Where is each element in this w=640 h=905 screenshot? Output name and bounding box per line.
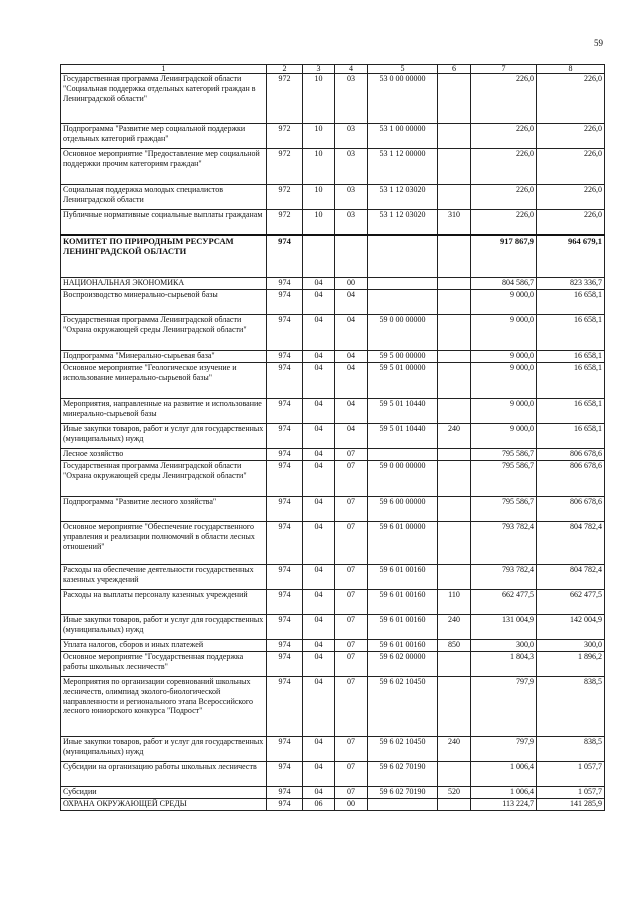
row-section: 04 <box>303 652 335 677</box>
row-name: Уплата налогов, сборов и иных платежей <box>61 640 267 652</box>
row-name: ОХРАНА ОКРУЖАЮЩЕЙ СРЕДЫ <box>61 799 267 811</box>
row-section: 10 <box>303 124 335 149</box>
row-target-article: 59 0 00 00000 <box>368 461 438 497</box>
row-target-article: 53 0 00 00000 <box>368 74 438 124</box>
table-row <box>61 290 605 315</box>
row-amount-year2: 806 678,6 <box>537 461 605 497</box>
row-amount-year2: 300,0 <box>537 640 605 652</box>
header-col-2: 2 <box>267 65 303 74</box>
table-row <box>61 799 605 811</box>
table-row <box>61 652 605 677</box>
row-expense-type: 240 <box>438 424 471 449</box>
table-row <box>61 590 605 615</box>
row-amount-year1: 226,0 <box>471 210 537 235</box>
row-section: 04 <box>303 737 335 762</box>
table-row <box>61 522 605 565</box>
row-section: 04 <box>303 497 335 522</box>
row-amount-year2: 964 679,1 <box>537 235 605 278</box>
row-amount-year1: 9 000,0 <box>471 315 537 351</box>
budget-table <box>60 64 605 811</box>
row-amount-year2: 16 658,1 <box>537 399 605 424</box>
row-amount-year2: 806 678,6 <box>537 449 605 461</box>
row-amount-year1: 9 000,0 <box>471 399 537 424</box>
row-amount-year1: 113 224,7 <box>471 799 537 811</box>
row-expense-type <box>438 315 471 351</box>
row-subsection: 07 <box>335 652 368 677</box>
table-row <box>61 424 605 449</box>
row-name: НАЦИОНАЛЬНАЯ ЭКОНОМИКА <box>61 278 267 290</box>
row-name: Основное мероприятие "Геологическое изучение и использование минерально-сырьевой базы" <box>61 363 267 399</box>
row-name: Иные закупки товаров, работ и услуг для государственных (муниципальных) нужд <box>61 424 267 449</box>
header-col-6: 6 <box>438 65 471 74</box>
row-amount-year1: 226,0 <box>471 149 537 185</box>
row-target-article: 53 1 00 00000 <box>368 124 438 149</box>
table-row <box>61 74 605 124</box>
row-subsection: 03 <box>335 210 368 235</box>
row-section: 04 <box>303 565 335 590</box>
row-name: Основное мероприятие "Государственная поддержка работы школьных лесничеств" <box>61 652 267 677</box>
row-subsection: 07 <box>335 677 368 737</box>
row-target-article: 59 5 01 00000 <box>368 363 438 399</box>
row-target-article: 53 1 12 03020 <box>368 210 438 235</box>
row-ved-code: 974 <box>267 315 303 351</box>
row-amount-year2: 16 658,1 <box>537 424 605 449</box>
row-amount-year2: 1 057,7 <box>537 762 605 787</box>
row-ved-code: 974 <box>267 399 303 424</box>
row-target-article: 59 6 02 10450 <box>368 677 438 737</box>
row-ved-code: 974 <box>267 351 303 363</box>
row-subsection: 07 <box>335 461 368 497</box>
table-row <box>61 399 605 424</box>
row-amount-year2: 226,0 <box>537 149 605 185</box>
row-amount-year1: 797,9 <box>471 677 537 737</box>
row-subsection: 04 <box>335 399 368 424</box>
row-amount-year2: 823 336,7 <box>537 278 605 290</box>
row-subsection: 04 <box>335 315 368 351</box>
row-subsection: 07 <box>335 449 368 461</box>
row-section: 04 <box>303 762 335 787</box>
row-amount-year2: 226,0 <box>537 210 605 235</box>
row-name: Государственная программа Ленинградской области "Охрана окружающей среды Ленинградской области" <box>61 461 267 497</box>
row-section: 04 <box>303 677 335 737</box>
row-name: Мероприятия по организации соревнований школьных лесничеств, олимпиад эколого-биологической направленности и регионального этапа Всероссийского лесного юниорского конкурса "Подрост" <box>61 677 267 737</box>
row-ved-code: 974 <box>267 449 303 461</box>
row-amount-year1: 793 782,4 <box>471 522 537 565</box>
row-subsection: 04 <box>335 351 368 363</box>
row-section: 04 <box>303 449 335 461</box>
row-expense-type <box>438 290 471 315</box>
row-name: Расходы на выплаты персоналу казенных учреждений <box>61 590 267 615</box>
row-section: 04 <box>303 290 335 315</box>
row-subsection: 07 <box>335 787 368 799</box>
row-subsection: 03 <box>335 74 368 124</box>
row-subsection: 00 <box>335 278 368 290</box>
row-amount-year1: 795 586,7 <box>471 497 537 522</box>
table-row <box>61 351 605 363</box>
row-ved-code: 974 <box>267 235 303 278</box>
table-row <box>61 787 605 799</box>
row-expense-type <box>438 149 471 185</box>
row-target-article: 59 5 00 00000 <box>368 351 438 363</box>
row-amount-year2: 838,5 <box>537 737 605 762</box>
table-row <box>61 315 605 351</box>
header-col-1: 1 <box>61 65 267 74</box>
row-ved-code: 974 <box>267 290 303 315</box>
row-target-article <box>368 449 438 461</box>
row-section: 04 <box>303 461 335 497</box>
row-amount-year2: 16 658,1 <box>537 315 605 351</box>
row-target-article <box>368 278 438 290</box>
row-expense-type <box>438 677 471 737</box>
row-expense-type <box>438 235 471 278</box>
row-subsection: 07 <box>335 762 368 787</box>
row-amount-year2: 16 658,1 <box>537 351 605 363</box>
row-amount-year2: 662 477,5 <box>537 590 605 615</box>
row-ved-code: 974 <box>267 799 303 811</box>
row-name: Иные закупки товаров, работ и услуг для государственных (муниципальных) нужд <box>61 615 267 640</box>
table-body <box>61 74 605 811</box>
table-row <box>61 185 605 210</box>
row-amount-year1: 9 000,0 <box>471 351 537 363</box>
row-name: Субсидии <box>61 787 267 799</box>
row-expense-type <box>438 399 471 424</box>
row-target-article <box>368 235 438 278</box>
header-col-8: 8 <box>537 65 605 74</box>
row-ved-code: 974 <box>267 677 303 737</box>
row-amount-year2: 804 782,4 <box>537 565 605 590</box>
row-ved-code: 974 <box>267 787 303 799</box>
row-name: Иные закупки товаров, работ и услуг для государственных (муниципальных) нужд <box>61 737 267 762</box>
row-amount-year1: 9 000,0 <box>471 424 537 449</box>
row-amount-year2: 226,0 <box>537 185 605 210</box>
row-target-article: 53 1 12 03020 <box>368 185 438 210</box>
row-expense-type <box>438 799 471 811</box>
row-amount-year1: 1 804,3 <box>471 652 537 677</box>
row-expense-type <box>438 74 471 124</box>
row-ved-code: 972 <box>267 149 303 185</box>
row-section: 04 <box>303 399 335 424</box>
row-expense-type <box>438 185 471 210</box>
row-amount-year1: 804 586,7 <box>471 278 537 290</box>
row-name: Расходы на обеспечение деятельности государственных казенных учреждений <box>61 565 267 590</box>
row-amount-year1: 300,0 <box>471 640 537 652</box>
row-ved-code: 974 <box>267 522 303 565</box>
row-amount-year2: 1 057,7 <box>537 787 605 799</box>
row-amount-year1: 662 477,5 <box>471 590 537 615</box>
page-number: 59 <box>594 38 603 48</box>
row-name: Публичные нормативные социальные выплаты гражданам <box>61 210 267 235</box>
row-target-article <box>368 290 438 315</box>
row-expense-type <box>438 124 471 149</box>
table-row <box>61 762 605 787</box>
row-amount-year1: 226,0 <box>471 74 537 124</box>
row-section: 04 <box>303 787 335 799</box>
table-row <box>61 278 605 290</box>
row-expense-type: 520 <box>438 787 471 799</box>
row-subsection: 03 <box>335 124 368 149</box>
row-subsection <box>335 235 368 278</box>
row-expense-type <box>438 497 471 522</box>
header-col-5: 5 <box>368 65 438 74</box>
row-section: 04 <box>303 522 335 565</box>
table-row <box>61 615 605 640</box>
table-row <box>61 497 605 522</box>
row-expense-type <box>438 351 471 363</box>
row-section: 04 <box>303 363 335 399</box>
row-subsection: 03 <box>335 185 368 210</box>
row-section: 10 <box>303 185 335 210</box>
row-section: 04 <box>303 615 335 640</box>
table-row <box>61 461 605 497</box>
row-subsection: 07 <box>335 640 368 652</box>
row-ved-code: 974 <box>267 762 303 787</box>
row-name: Подпрограмма "Минерально-сырьевая база" <box>61 351 267 363</box>
row-name: Воспроизводство минерально-сырьевой базы <box>61 290 267 315</box>
row-subsection: 03 <box>335 149 368 185</box>
row-amount-year1: 9 000,0 <box>471 290 537 315</box>
row-subsection: 07 <box>335 497 368 522</box>
row-target-article: 59 6 02 00000 <box>368 652 438 677</box>
row-amount-year1: 793 782,4 <box>471 565 537 590</box>
row-amount-year1: 131 004,9 <box>471 615 537 640</box>
row-target-article: 53 1 12 00000 <box>368 149 438 185</box>
row-expense-type <box>438 565 471 590</box>
row-section: 10 <box>303 74 335 124</box>
table-row <box>61 565 605 590</box>
row-expense-type <box>438 278 471 290</box>
table-row <box>61 677 605 737</box>
row-expense-type <box>438 461 471 497</box>
row-subsection: 07 <box>335 737 368 762</box>
row-subsection: 07 <box>335 565 368 590</box>
row-target-article: 59 5 01 10440 <box>368 399 438 424</box>
row-name: Государственная программа Ленинградской области "Охрана окружающей среды Ленинградской области" <box>61 315 267 351</box>
row-ved-code: 974 <box>267 565 303 590</box>
table-row <box>61 640 605 652</box>
table-header-row <box>61 65 605 74</box>
row-amount-year1: 797,9 <box>471 737 537 762</box>
row-expense-type: 110 <box>438 590 471 615</box>
row-ved-code: 974 <box>267 461 303 497</box>
row-expense-type <box>438 363 471 399</box>
row-ved-code: 974 <box>267 652 303 677</box>
row-ved-code: 974 <box>267 278 303 290</box>
row-name: Мероприятия, направленные на развитие и использование минерально-сырьевой базы <box>61 399 267 424</box>
row-name: Государственная программа Ленинградской области "Социальная поддержка отдельных категорий граждан в Ленинградской области" <box>61 74 267 124</box>
row-section <box>303 235 335 278</box>
row-subsection: 07 <box>335 590 368 615</box>
row-amount-year1: 226,0 <box>471 124 537 149</box>
row-subsection: 00 <box>335 799 368 811</box>
row-target-article: 59 0 00 00000 <box>368 315 438 351</box>
row-target-article: 59 6 01 00160 <box>368 640 438 652</box>
row-amount-year2: 16 658,1 <box>537 363 605 399</box>
row-ved-code: 974 <box>267 590 303 615</box>
row-ved-code: 972 <box>267 74 303 124</box>
row-target-article: 59 6 01 00160 <box>368 590 438 615</box>
row-section: 04 <box>303 590 335 615</box>
row-subsection: 04 <box>335 363 368 399</box>
row-amount-year2: 838,5 <box>537 677 605 737</box>
row-subsection: 07 <box>335 522 368 565</box>
header-col-7: 7 <box>471 65 537 74</box>
row-amount-year1: 226,0 <box>471 185 537 210</box>
row-amount-year2: 141 285,9 <box>537 799 605 811</box>
table-row <box>61 149 605 185</box>
row-amount-year1: 1 006,4 <box>471 787 537 799</box>
row-name: Лесное хозяйство <box>61 449 267 461</box>
row-ved-code: 972 <box>267 124 303 149</box>
row-subsection: 07 <box>335 615 368 640</box>
row-section: 04 <box>303 315 335 351</box>
row-ved-code: 974 <box>267 737 303 762</box>
row-subsection: 04 <box>335 290 368 315</box>
row-name: Субсидии на организацию работы школьных лесничеств <box>61 762 267 787</box>
row-amount-year2: 142 004,9 <box>537 615 605 640</box>
row-section: 04 <box>303 278 335 290</box>
row-expense-type <box>438 449 471 461</box>
row-ved-code: 974 <box>267 497 303 522</box>
row-target-article <box>368 799 438 811</box>
row-section: 04 <box>303 351 335 363</box>
row-amount-year1: 9 000,0 <box>471 363 537 399</box>
row-ved-code: 974 <box>267 363 303 399</box>
row-section: 04 <box>303 424 335 449</box>
row-section: 06 <box>303 799 335 811</box>
row-target-article: 59 6 00 00000 <box>368 497 438 522</box>
row-name: Социальная поддержка молодых специалистов Ленинградской области <box>61 185 267 210</box>
row-name: Основное мероприятие "Предоставление мер социальной поддержки прочим категориям граждан" <box>61 149 267 185</box>
header-col-4: 4 <box>335 65 368 74</box>
row-amount-year2: 806 678,6 <box>537 497 605 522</box>
row-name: Основное мероприятие "Обеспечение государственного управления и реализации полномочий в области лесных отношений" <box>61 522 267 565</box>
row-target-article: 59 6 01 00160 <box>368 615 438 640</box>
row-target-article: 59 6 02 70190 <box>368 787 438 799</box>
row-ved-code: 972 <box>267 185 303 210</box>
row-amount-year2: 226,0 <box>537 74 605 124</box>
row-target-article: 59 5 01 10440 <box>368 424 438 449</box>
row-section: 10 <box>303 210 335 235</box>
row-amount-year2: 226,0 <box>537 124 605 149</box>
row-target-article: 59 6 01 00000 <box>368 522 438 565</box>
header-col-3: 3 <box>303 65 335 74</box>
row-expense-type <box>438 522 471 565</box>
table-row <box>61 449 605 461</box>
row-amount-year1: 917 867,9 <box>471 235 537 278</box>
row-section: 10 <box>303 149 335 185</box>
row-target-article: 59 6 02 10450 <box>368 737 438 762</box>
row-ved-code: 974 <box>267 615 303 640</box>
table-row <box>61 363 605 399</box>
row-target-article: 59 6 02 70190 <box>368 762 438 787</box>
row-ved-code: 972 <box>267 210 303 235</box>
row-expense-type: 240 <box>438 615 471 640</box>
row-section: 04 <box>303 640 335 652</box>
row-expense-type <box>438 762 471 787</box>
row-name: КОМИТЕТ ПО ПРИРОДНЫМ РЕСУРСАМ ЛЕНИНГРАДСКОЙ ОБЛАСТИ <box>61 235 267 278</box>
row-amount-year2: 1 896,2 <box>537 652 605 677</box>
row-name: Подпрограмма "Развитие лесного хозяйства" <box>61 497 267 522</box>
table-row <box>61 124 605 149</box>
row-expense-type <box>438 652 471 677</box>
table-row <box>61 210 605 235</box>
row-target-article: 59 6 01 00160 <box>368 565 438 590</box>
row-amount-year1: 1 006,4 <box>471 762 537 787</box>
table-row <box>61 737 605 762</box>
row-subsection: 04 <box>335 424 368 449</box>
table-row <box>61 235 605 278</box>
row-amount-year2: 804 782,4 <box>537 522 605 565</box>
row-amount-year1: 795 586,7 <box>471 449 537 461</box>
row-amount-year1: 795 586,7 <box>471 461 537 497</box>
row-ved-code: 974 <box>267 640 303 652</box>
row-expense-type: 310 <box>438 210 471 235</box>
row-amount-year2: 16 658,1 <box>537 290 605 315</box>
row-expense-type: 240 <box>438 737 471 762</box>
row-ved-code: 974 <box>267 424 303 449</box>
row-name: Подпрограмма "Развитие мер социальной поддержки отдельных категорий граждан" <box>61 124 267 149</box>
row-expense-type: 850 <box>438 640 471 652</box>
